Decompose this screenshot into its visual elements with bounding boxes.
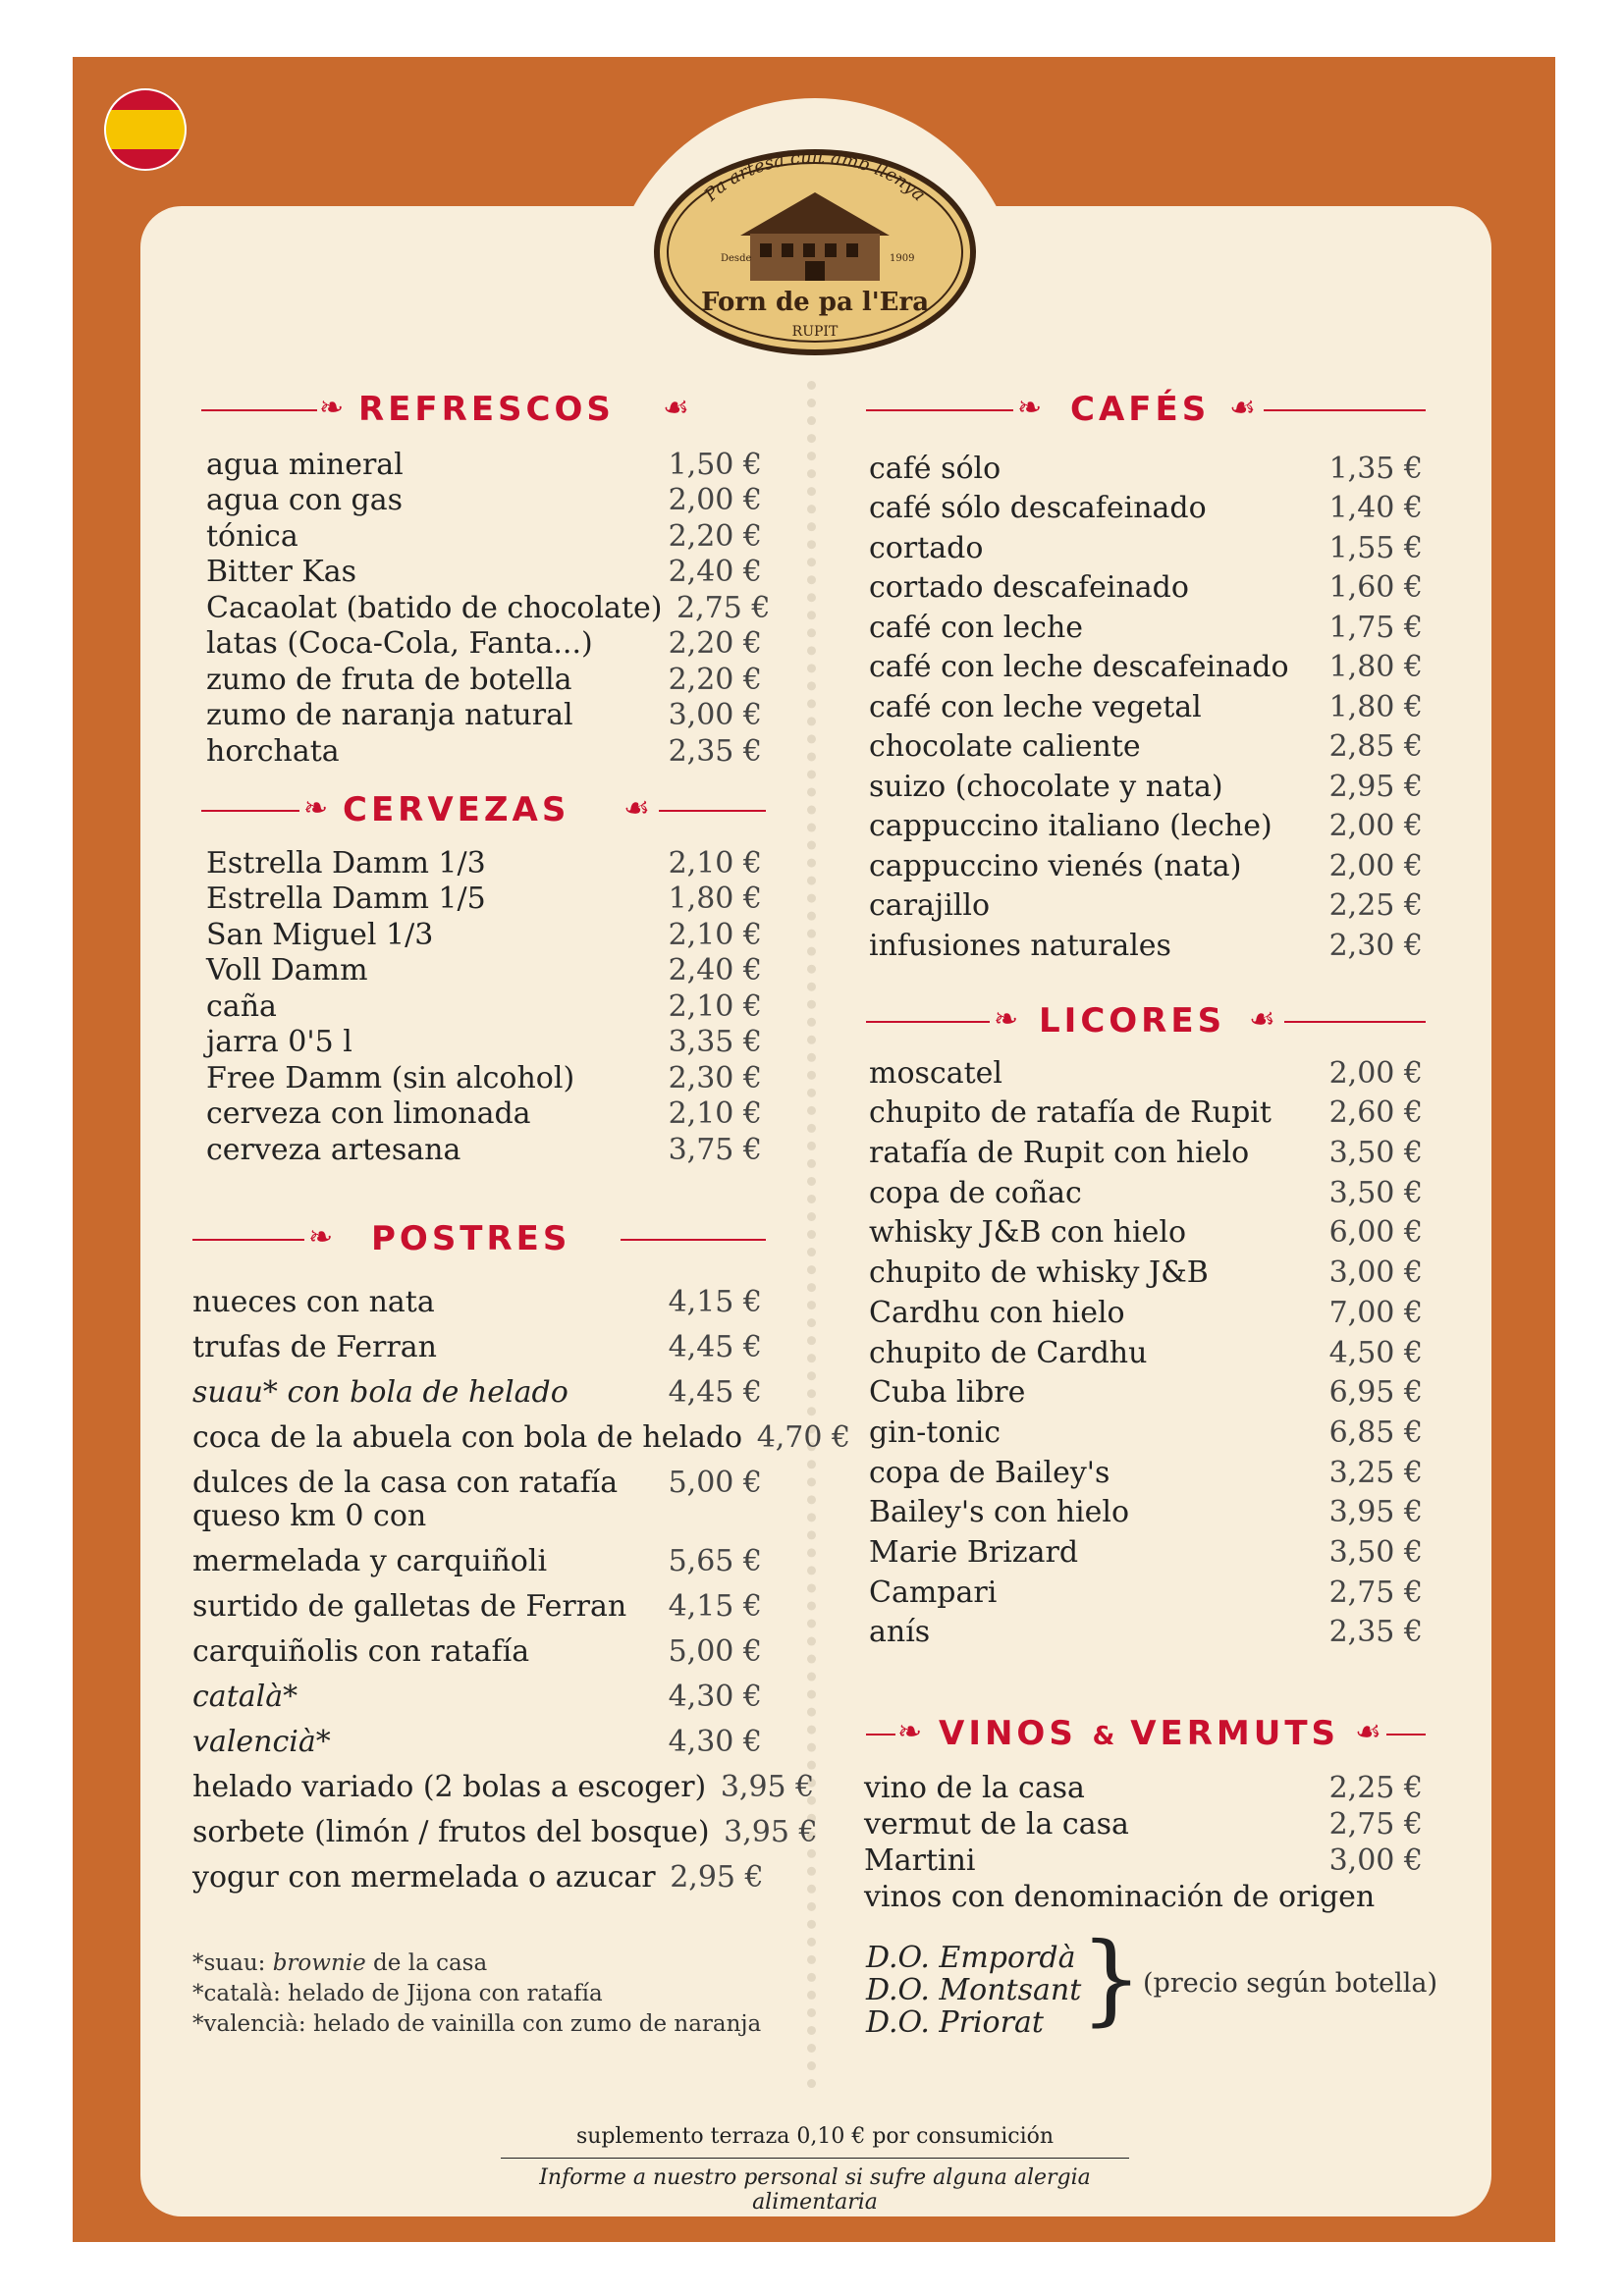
menu-item-name: chupito de Cardhu (869, 1335, 1148, 1370)
section-title-vinos: ❧ VINOS & VERMUTS ☙ (866, 1712, 1426, 1755)
menu-item-price: 2,10 € (668, 988, 762, 1024)
menu-item-price: 2,20 € (668, 662, 762, 697)
menu-item-name: Free Damm (sin alcohol) (206, 1060, 575, 1095)
menu-item (869, 883, 1423, 924)
menu-item-price: 2,00 € (1328, 848, 1423, 883)
menu-item (206, 625, 762, 662)
menu-item-name: Bailey's con hielo (869, 1495, 1130, 1530)
menu-item-price: 2,75 € (1328, 1807, 1423, 1842)
logo-arc-text: Pa artesà cuit amb llenya (700, 146, 930, 206)
menu-item-name: horchata (206, 733, 340, 769)
denominacion-origen-note: (precio según botella) (1143, 1968, 1438, 1999)
menu-item-name: café con leche vegetal (869, 689, 1202, 724)
menu-item (206, 732, 762, 769)
menu-item-price: 3,50 € (1328, 1136, 1423, 1171)
menu-item-price: 2,75 € (1328, 1575, 1423, 1610)
vinos-list (864, 1769, 1423, 1914)
menu-item (869, 764, 1423, 804)
menu-item (206, 916, 762, 952)
menu-item-price: 2,40 € (668, 555, 762, 589)
menu-item-name: chupito de ratafía de Rupit (869, 1095, 1272, 1131)
menu-item-price: 2,10 € (668, 1096, 762, 1131)
menu-item-name: cerveza artesana (206, 1132, 461, 1167)
menu-item (206, 952, 762, 988)
menu-item-name: cortado (869, 530, 984, 565)
menu-item-price: 2,40 € (668, 953, 762, 988)
ornament-icon: ☙ (1355, 1715, 1381, 1749)
menu-item-name: Cuba libre (869, 1375, 1026, 1411)
footnote: *català: helado de Jijona con ratafía (192, 1981, 603, 2006)
menu-item-price: 2,10 € (668, 917, 762, 952)
menu-item-name: suau* con bola de helado (192, 1375, 568, 1410)
cafes-list (869, 446, 1423, 963)
menu-item-name: copa de Bailey's (869, 1455, 1110, 1490)
menu-item (206, 988, 762, 1024)
menu-item-price: 4,45 € (668, 1330, 762, 1364)
menu-item (869, 446, 1423, 486)
menu-item-price: 5,00 € (668, 1634, 762, 1669)
section-title-refrescos: ❧ REFRESCOS ☙ (201, 388, 766, 431)
menu-item (869, 1570, 1423, 1610)
menu-item (864, 1878, 1423, 1914)
menu-item (206, 554, 762, 590)
menu-item-price: 1,80 € (1328, 650, 1423, 684)
menu-item (206, 661, 762, 697)
menu-item (869, 1210, 1423, 1251)
menu-item-name: cerveza con limonada (206, 1096, 531, 1131)
section-title-cafes: ❧ CAFÉS ☙ (866, 388, 1426, 431)
menu-item (869, 525, 1423, 565)
menu-item (869, 605, 1423, 645)
logo-name: Forn de pa l'Era (700, 288, 930, 317)
menu-item-name: café con leche descafeinado (869, 650, 1289, 684)
ornament-icon: ☙ (1229, 391, 1256, 425)
ornament-icon: ❧ (994, 1002, 1019, 1037)
postres-list (192, 1274, 851, 1895)
menu-item (206, 482, 762, 518)
menu-item-price: 5,00 € (668, 1466, 762, 1500)
menu-item-price: 1,40 € (1328, 491, 1423, 525)
menu-item (869, 1410, 1423, 1450)
footnote: *suau: brownie de la casa (192, 1950, 488, 1976)
menu-item-name: Marie Brizard (869, 1534, 1079, 1570)
menu-item-price: 2,35 € (1328, 1615, 1423, 1650)
menu-item (192, 1578, 762, 1624)
menu-item-name: moscatel (869, 1055, 1002, 1091)
brace-symbol: } (1080, 1921, 1143, 2036)
menu-item (869, 1529, 1423, 1570)
menu-item-price: 2,20 € (668, 518, 762, 554)
menu-item (869, 1610, 1423, 1650)
menu-item (206, 844, 762, 881)
menu-item-price: 3,95 € (720, 1770, 815, 1804)
menu-item-price: 2,20 € (668, 626, 762, 661)
menu-item (206, 1131, 762, 1167)
menu-item-name: sorbete (limón / frutos del bosque) (192, 1815, 710, 1849)
menu-item (206, 517, 762, 554)
menu-item-name: nueces con nata (192, 1285, 435, 1319)
menu-item (869, 684, 1423, 724)
menu-item-price: 3,00 € (1328, 1255, 1423, 1291)
menu-item-price: 6,85 € (1328, 1415, 1423, 1450)
menu-item-name: whisky J&B con hielo (869, 1215, 1187, 1251)
menu-item-name: San Miguel 1/3 (206, 917, 434, 952)
menu-item (869, 1170, 1423, 1210)
menu-item-name: vinos con denominación de origen (864, 1880, 1376, 1914)
menu-item-price: 2,95 € (1328, 769, 1423, 804)
menu-item-name: cappuccino vienés (nata) (869, 848, 1242, 883)
menu-item-name: gin-tonic (869, 1415, 1001, 1450)
menu-item-name: surtido de galletas de Ferran (192, 1589, 627, 1624)
menu-item (192, 1500, 762, 1533)
menu-item-price: 2,10 € (668, 845, 762, 881)
section-title-postres: ❧ POSTRES (192, 1217, 766, 1260)
menu-item-price: 2,25 € (1328, 888, 1423, 923)
logo-year-left: Desde (721, 253, 752, 264)
menu-item (869, 1490, 1423, 1530)
footer-divider (501, 2158, 1129, 2159)
menu-item (192, 1849, 762, 1895)
menu-item-name: zumo de fruta de botella (206, 662, 572, 697)
menu-item (869, 1250, 1423, 1290)
menu-item (869, 923, 1423, 963)
menu-item-price: 1,80 € (668, 881, 762, 916)
menu-item (864, 1769, 1423, 1805)
menu-item-name: mermelada y carquiñoli (192, 1544, 548, 1578)
menu-item (869, 1091, 1423, 1131)
menu-item-name: Campari (869, 1575, 998, 1610)
refrescos-list (206, 446, 771, 769)
menu-item (192, 1410, 851, 1455)
menu-item-name: chocolate caliente (869, 729, 1141, 764)
menu-item-name: dulces de la casa con ratafía (192, 1466, 619, 1500)
menu-item (869, 1370, 1423, 1411)
menu-item-price: 5,65 € (668, 1544, 762, 1578)
menu-item (869, 645, 1423, 685)
menu-item (206, 697, 762, 733)
menu-item-price: 3,50 € (1328, 1534, 1423, 1570)
menu-item-name: jarra 0'5 l (206, 1025, 352, 1059)
menu-item-name: helado variado (2 bolas a escoger) (192, 1770, 707, 1804)
menu-item-name: café sólo (869, 451, 1001, 486)
menu-item-name: Cardhu con hielo (869, 1295, 1125, 1330)
menu-item (206, 881, 762, 917)
denominacion-origen-item: D.O. Montsant (866, 1973, 1082, 2007)
menu-item-price: 3,35 € (668, 1025, 762, 1059)
menu-item (869, 1290, 1423, 1330)
menu-item (869, 486, 1423, 526)
menu-item-price: 3,95 € (724, 1815, 818, 1849)
menu-item-name: yogur con mermelada o azucar (192, 1860, 656, 1895)
menu-item (192, 1533, 762, 1578)
menu-item-name: chupito de whisky J&B (869, 1255, 1209, 1291)
menu-item-name: café sólo descafeinado (869, 491, 1207, 525)
menu-item (192, 1455, 762, 1500)
menu-item (864, 1842, 1423, 1878)
menu-item (869, 565, 1423, 606)
menu-item-name: vermut de la casa (864, 1807, 1129, 1842)
spanish-flag-icon[interactable] (104, 88, 187, 171)
menu-item (192, 1274, 762, 1319)
menu-item-price: 3,25 € (1328, 1455, 1423, 1490)
ornament-icon: ❧ (308, 1220, 334, 1255)
menu-item-name: Cacaolat (batido de chocolate) (206, 590, 663, 625)
menu-item-price: 3,00 € (668, 698, 762, 732)
menu-item (192, 1624, 762, 1669)
menu-item-name: zumo de naranja natural (206, 698, 573, 732)
menu-item-price: 4,30 € (668, 1680, 762, 1714)
menu-item-price: 4,45 € (668, 1375, 762, 1410)
menu-item-name: Martini (864, 1843, 976, 1878)
menu-item-name: Estrella Damm 1/3 (206, 845, 486, 881)
menu-item-name: vino de la casa (864, 1771, 1085, 1805)
menu-item-name: caña (206, 988, 277, 1024)
ornament-icon: ❧ (319, 391, 345, 425)
menu-item (206, 1059, 762, 1095)
menu-item (869, 724, 1423, 765)
menu-item (869, 1330, 1423, 1370)
menu-item (869, 1450, 1423, 1490)
allergy-notice: Informe a nuestro personal si sufre alguna alergia alimentaria (539, 2165, 1091, 2215)
menu-item-price: 3,75 € (668, 1132, 762, 1167)
menu-item (206, 446, 762, 482)
menu-item-price: 2,00 € (668, 483, 762, 517)
menu-item (869, 1050, 1423, 1091)
menu-item-name: valencià* (192, 1725, 331, 1759)
menu-item-name: cappuccino italiano (leche) (869, 809, 1272, 843)
denominacion-origen-item: D.O. Priorat (866, 2005, 1044, 2040)
ornament-icon: ☙ (623, 791, 650, 826)
denominacion-origen-list (866, 1942, 1081, 2039)
menu-item-name: agua con gas (206, 483, 404, 517)
menu-item-price: 6,00 € (1328, 1215, 1423, 1251)
menu-item-price: 1,60 € (1328, 570, 1423, 605)
forn-de-pa-logo (650, 145, 980, 359)
menu-item-name: coca de la abuela con bola de helado (192, 1420, 743, 1455)
menu-item-price: 2,30 € (668, 1060, 762, 1095)
logo-town: RUPIT (791, 324, 839, 340)
menu-item-price: 3,00 € (1328, 1843, 1423, 1878)
menu-item-name: infusiones naturales (869, 928, 1171, 963)
ornament-icon: ☙ (1249, 1002, 1275, 1037)
menu-item-price: 1,55 € (1328, 530, 1423, 565)
menu-item-name: agua mineral (206, 447, 404, 482)
menu-item-price: 2,95 € (670, 1860, 764, 1895)
menu-item-name: carajillo (869, 888, 991, 923)
menu-item-price: 2,35 € (668, 733, 762, 769)
menu-item-name: latas (Coca-Cola, Fanta...) (206, 626, 593, 661)
menu-item (192, 1714, 762, 1759)
terrace-supplement-note: suplemento terraza 0,10 € por consumición (575, 2124, 1055, 2149)
menu-item-price: 1,50 € (668, 447, 762, 482)
menu-item-name: copa de coñac (869, 1175, 1082, 1210)
menu-item (192, 1759, 815, 1804)
section-title-licores: ❧ LICORES ☙ (866, 999, 1426, 1042)
ornament-icon: ❧ (1017, 391, 1043, 425)
menu-item-price: 6,95 € (1328, 1375, 1423, 1411)
menu-item-price: 4,15 € (668, 1589, 762, 1624)
menu-item (192, 1364, 762, 1410)
menu-item-name: Estrella Damm 1/5 (206, 881, 486, 916)
menu-item (206, 1024, 762, 1060)
menu-item-price: 2,75 € (677, 590, 771, 625)
menu-item-price: 2,00 € (1328, 1055, 1423, 1091)
menu-item-price: 4,70 € (756, 1420, 851, 1455)
menu-item-name: carquiñolis con ratafía (192, 1634, 530, 1669)
menu-item (864, 1805, 1423, 1842)
menu-item (869, 1130, 1423, 1170)
menu-item-price: 2,25 € (1328, 1771, 1423, 1805)
menu-item (869, 804, 1423, 844)
menu-item-price: 4,15 € (668, 1285, 762, 1319)
menu-item-price: 3,50 € (1328, 1175, 1423, 1210)
menu-item-name: català* (192, 1680, 298, 1714)
menu-item-price: 2,85 € (1328, 729, 1423, 764)
menu-item-name: Bitter Kas (206, 555, 357, 589)
menu-item-name: café con leche (869, 610, 1084, 645)
section-title-cervezas: ❧ CERVEZAS ☙ (201, 788, 766, 831)
menu-item-price: 2,30 € (1328, 928, 1423, 963)
menu-item-name: anís (869, 1615, 931, 1650)
menu-item-name: suizo (chocolate y nata) (869, 769, 1223, 804)
menu-item-price: 1,35 € (1328, 451, 1423, 486)
ornament-icon: ❧ (897, 1715, 923, 1749)
menu-item (206, 589, 771, 625)
menu-item-price: 4,50 € (1328, 1335, 1423, 1370)
menu-item-name: trufas de Ferran (192, 1330, 437, 1364)
menu-item (206, 1095, 762, 1132)
menu-item-price: 1,80 € (1328, 689, 1423, 724)
ornament-icon: ❧ (303, 791, 329, 826)
menu-item (192, 1319, 762, 1364)
menu-item (192, 1804, 818, 1849)
denominacion-origen-item: D.O. Empordà (866, 1941, 1076, 1975)
cervezas-list (206, 844, 762, 1167)
menu-item-price: 4,30 € (668, 1725, 762, 1759)
menu-item-price: 1,75 € (1328, 610, 1423, 645)
menu-item-name: tónica (206, 518, 298, 554)
menu-item (869, 843, 1423, 883)
menu-item (192, 1669, 762, 1714)
footnote: *valencià: helado de vainilla con zumo de naranja (192, 2011, 762, 2037)
menu-item-price: 2,00 € (1328, 809, 1423, 843)
ornament-icon: ☙ (663, 391, 689, 425)
licores-list (869, 1050, 1423, 1649)
menu-item-name: ratafía de Rupit con hielo (869, 1136, 1250, 1171)
menu-item-name: cortado descafeinado (869, 570, 1189, 605)
menu-item-name: queso km 0 con (192, 1499, 427, 1533)
logo-year-right: 1909 (890, 253, 915, 264)
menu-item-price: 7,00 € (1328, 1295, 1423, 1330)
menu-item-name: Voll Damm (206, 953, 368, 988)
postres-footnotes (192, 1949, 761, 2040)
menu-item-price: 2,60 € (1328, 1095, 1423, 1131)
menu-item-price: 3,95 € (1328, 1495, 1423, 1530)
